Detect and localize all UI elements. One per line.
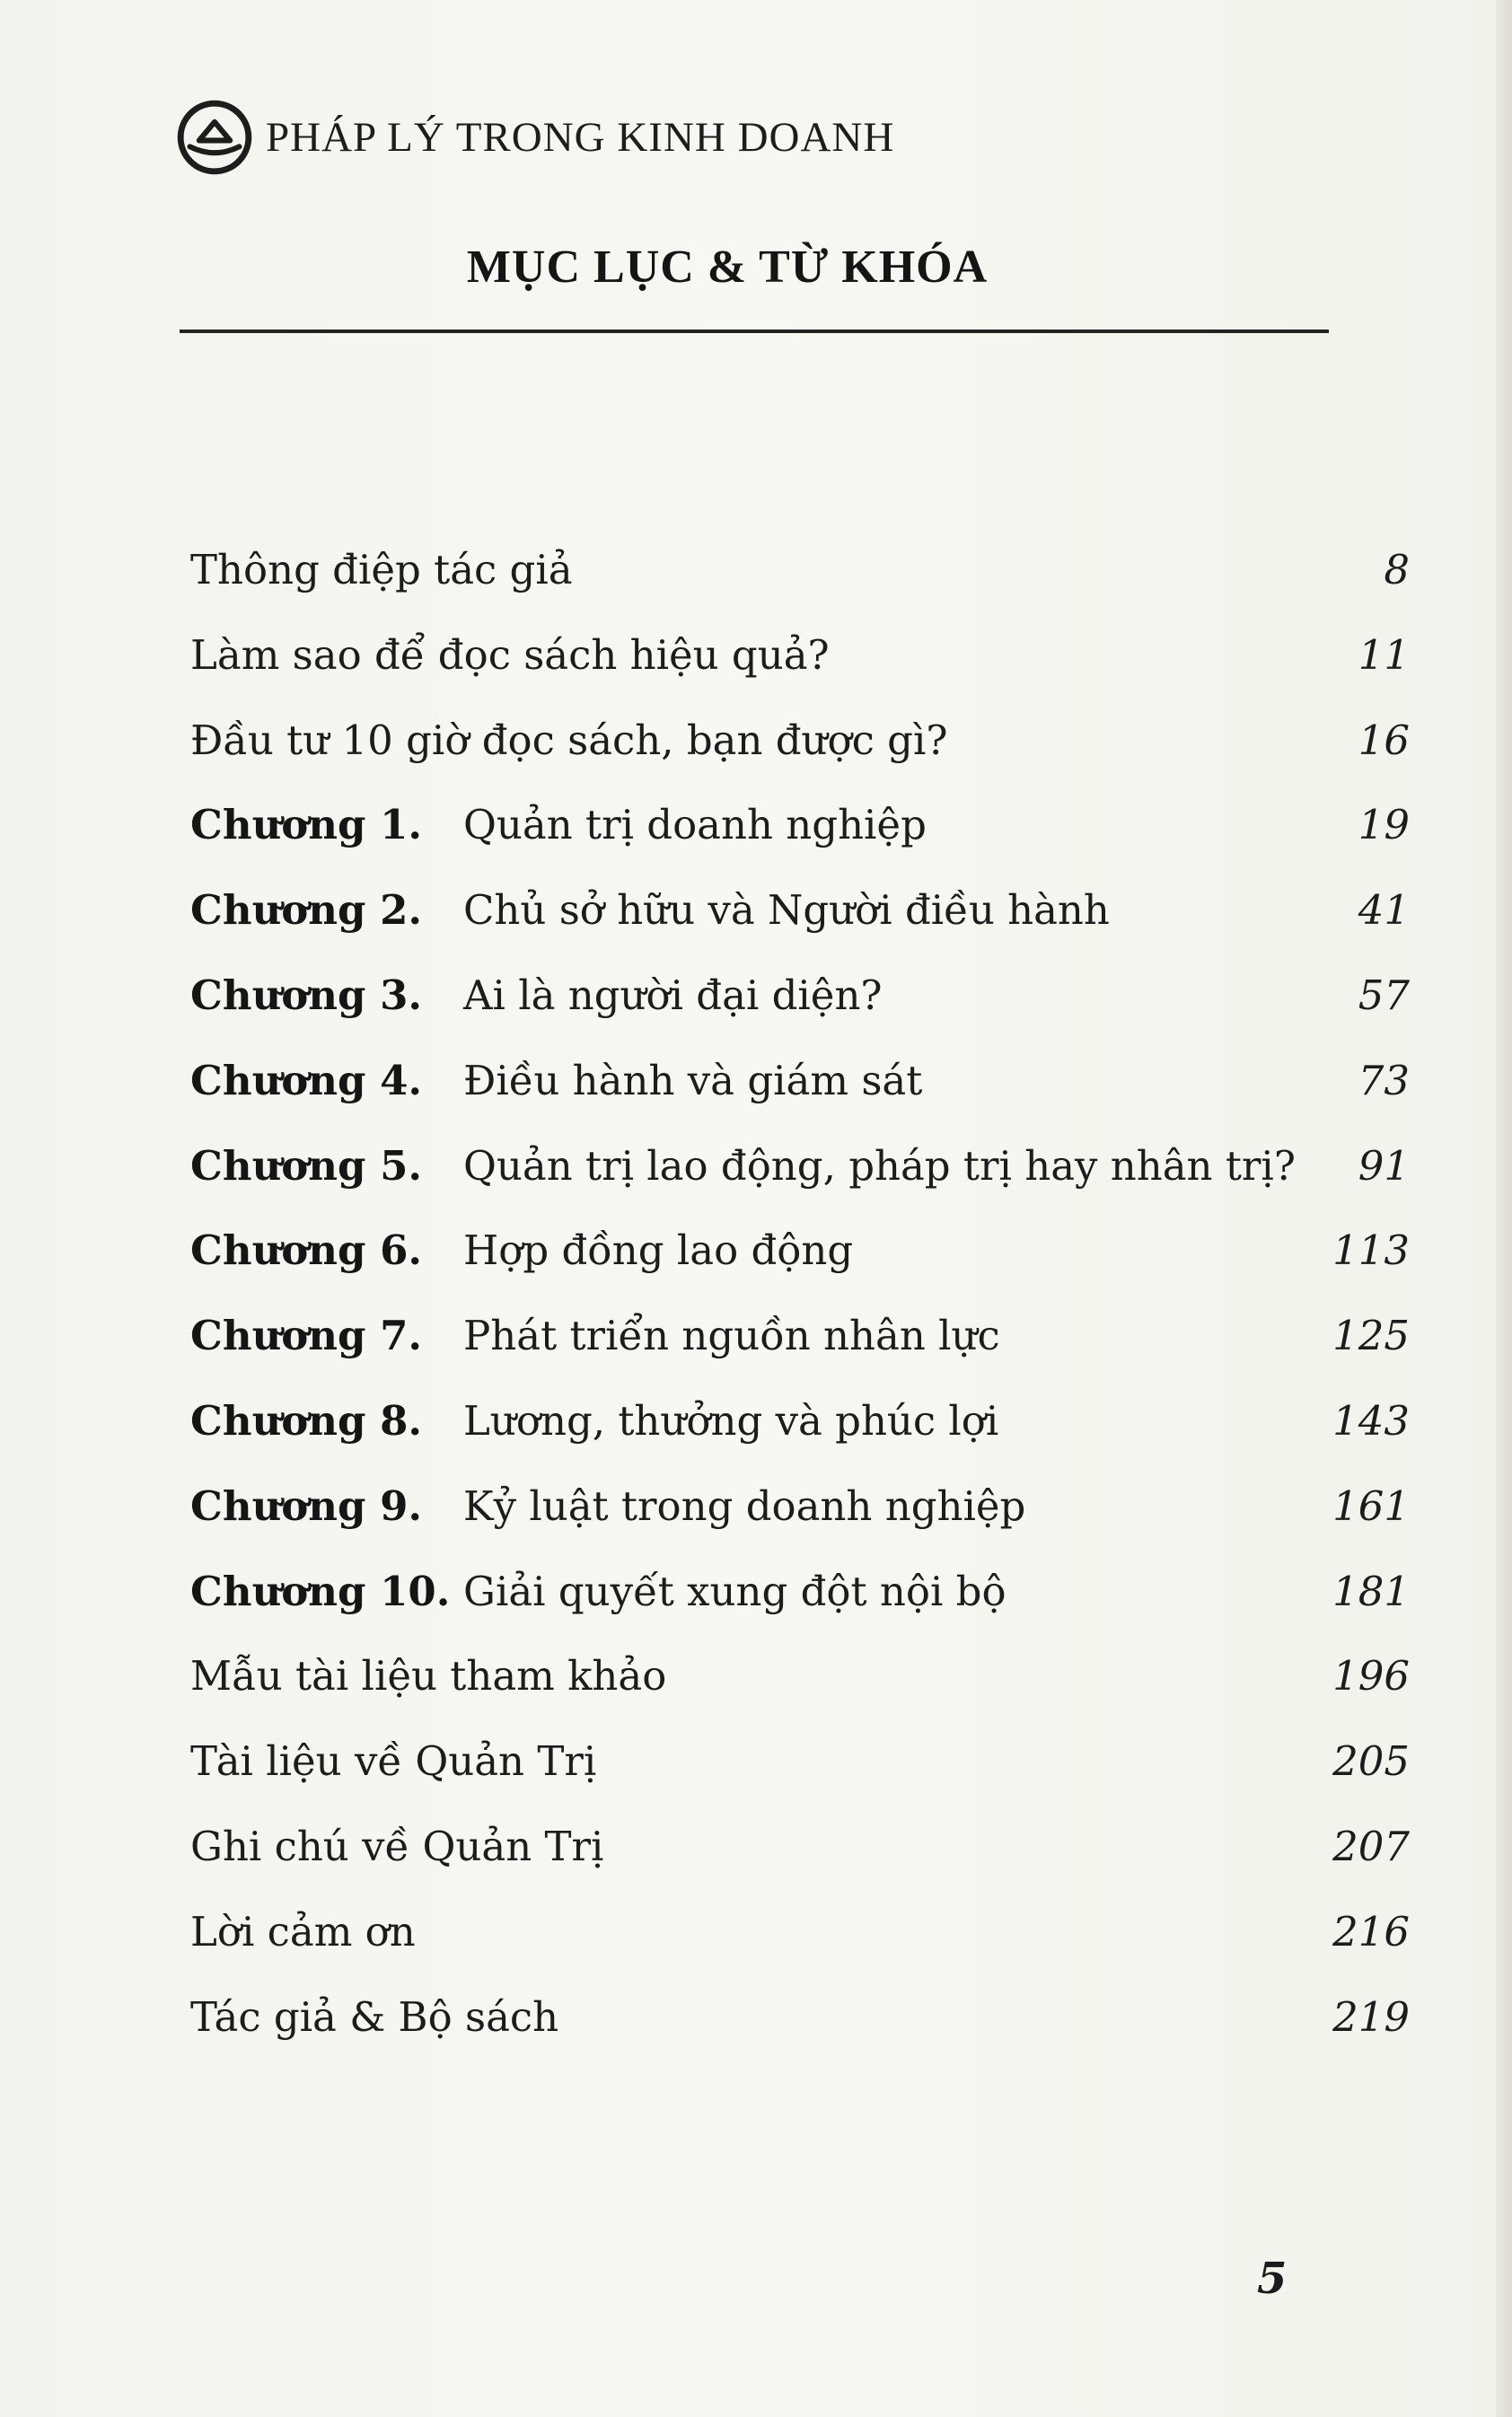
chapter-label: Chương 10. bbox=[190, 1567, 451, 1615]
toc-entry bbox=[189, 1475, 1410, 1560]
chapter-label: Chương 4. bbox=[190, 1056, 423, 1104]
entry-page-number: 73 bbox=[1358, 1056, 1410, 1104]
toc-entry bbox=[189, 1050, 1410, 1135]
entry-page-number: 216 bbox=[1332, 1907, 1410, 1956]
entry-title: Lời cảm ơn bbox=[190, 1907, 416, 1956]
entry-page-number: 8 bbox=[1384, 546, 1410, 593]
entry-page-number: 207 bbox=[1332, 1822, 1410, 1870]
entry-title: Điều hành và giám sát bbox=[463, 1056, 923, 1104]
entry-title: Chủ sở hữu và Người điều hành bbox=[463, 886, 1110, 935]
entry-page-number: 113 bbox=[1332, 1226, 1410, 1275]
toc-entry bbox=[189, 1305, 1410, 1390]
toc-entry bbox=[189, 1560, 1410, 1646]
page-number: 5 bbox=[1257, 2254, 1288, 2304]
heading-rule bbox=[180, 330, 1329, 333]
entry-page-number: 161 bbox=[1332, 1481, 1410, 1530]
chapter-label: Chương 9. bbox=[190, 1481, 423, 1530]
toc-entry bbox=[189, 1901, 1410, 1986]
toc-entry bbox=[189, 1986, 1410, 2071]
entry-title: Quản trị doanh nghiệp bbox=[463, 801, 927, 849]
toc-entry bbox=[189, 624, 1410, 709]
entry-title: Hợp đồng lao động bbox=[463, 1226, 854, 1275]
entry-page-number: 125 bbox=[1332, 1312, 1410, 1360]
entry-title: Tài liệu về Quản Trị bbox=[190, 1737, 597, 1786]
chapter-label: Chương 3. bbox=[190, 971, 423, 1019]
toc-entry bbox=[189, 1815, 1410, 1901]
entry-page-number: 181 bbox=[1332, 1567, 1410, 1615]
entry-title: Quản trị lao động, pháp trị hay nhân trị? bbox=[463, 1141, 1296, 1190]
entry-page-number: 41 bbox=[1358, 886, 1410, 935]
entry-title: Đầu tư 10 giờ đọc sách, bạn được gì? bbox=[190, 716, 948, 764]
entry-title: Giải quyết xung đột nội bộ bbox=[463, 1567, 1007, 1615]
entry-page-number: 219 bbox=[1332, 1992, 1410, 2041]
entry-page-number: 11 bbox=[1358, 630, 1410, 679]
chapter-label: Chương 5. bbox=[190, 1141, 423, 1190]
page-edge bbox=[1496, 0, 1512, 2417]
entry-page-number: 205 bbox=[1332, 1737, 1410, 1786]
toc-entry bbox=[189, 1135, 1410, 1220]
entry-page-number: 19 bbox=[1358, 801, 1410, 849]
toc-list bbox=[189, 539, 1410, 2070]
entry-page-number: 91 bbox=[1358, 1141, 1410, 1190]
entry-title: Thông điệp tác giả bbox=[190, 546, 573, 593]
toc-entry bbox=[189, 964, 1410, 1050]
chapter-label: Chương 8. bbox=[190, 1396, 423, 1445]
chapter-label: Chương 2. bbox=[190, 886, 423, 935]
entry-title: Ghi chú về Quản Trị bbox=[190, 1822, 604, 1870]
entry-page-number: 143 bbox=[1332, 1396, 1410, 1445]
entry-page-number: 16 bbox=[1358, 716, 1410, 764]
entry-title: Tác giả & Bộ sách bbox=[190, 1992, 559, 2041]
chapter-label: Chương 6. bbox=[190, 1226, 423, 1275]
toc-entry bbox=[189, 1219, 1410, 1305]
entry-title: Lương, thưởng và phúc lợi bbox=[463, 1396, 999, 1445]
entry-title: Làm sao để đọc sách hiệu quả? bbox=[190, 630, 830, 679]
entry-title: Kỷ luật trong doanh nghiệp bbox=[463, 1481, 1026, 1530]
toc-entry bbox=[189, 1730, 1410, 1815]
toc-entry bbox=[189, 1390, 1410, 1475]
entry-page-number: 196 bbox=[1332, 1652, 1410, 1701]
entry-page-number: 57 bbox=[1358, 971, 1410, 1019]
book-title: PHÁP LÝ TRONG KINH DOANH bbox=[266, 114, 895, 161]
toc-entry bbox=[189, 709, 1410, 795]
chapter-label: Chương 7. bbox=[190, 1312, 423, 1360]
entry-title: Phát triển nguồn nhân lực bbox=[463, 1312, 1000, 1360]
entry-title: Ai là người đại diện? bbox=[463, 971, 883, 1019]
toc-entry bbox=[189, 879, 1410, 964]
running-header bbox=[176, 97, 894, 178]
toc-entry bbox=[189, 1645, 1410, 1730]
toc-entry bbox=[189, 539, 1410, 624]
publisher-logo-icon bbox=[176, 99, 253, 176]
entry-title: Mẫu tài liệu tham khảo bbox=[190, 1652, 667, 1701]
toc-heading: MỤC LỤC & TỪ KHÓA bbox=[466, 242, 989, 293]
toc-entry bbox=[189, 794, 1410, 879]
chapter-label: Chương 1. bbox=[190, 801, 423, 849]
